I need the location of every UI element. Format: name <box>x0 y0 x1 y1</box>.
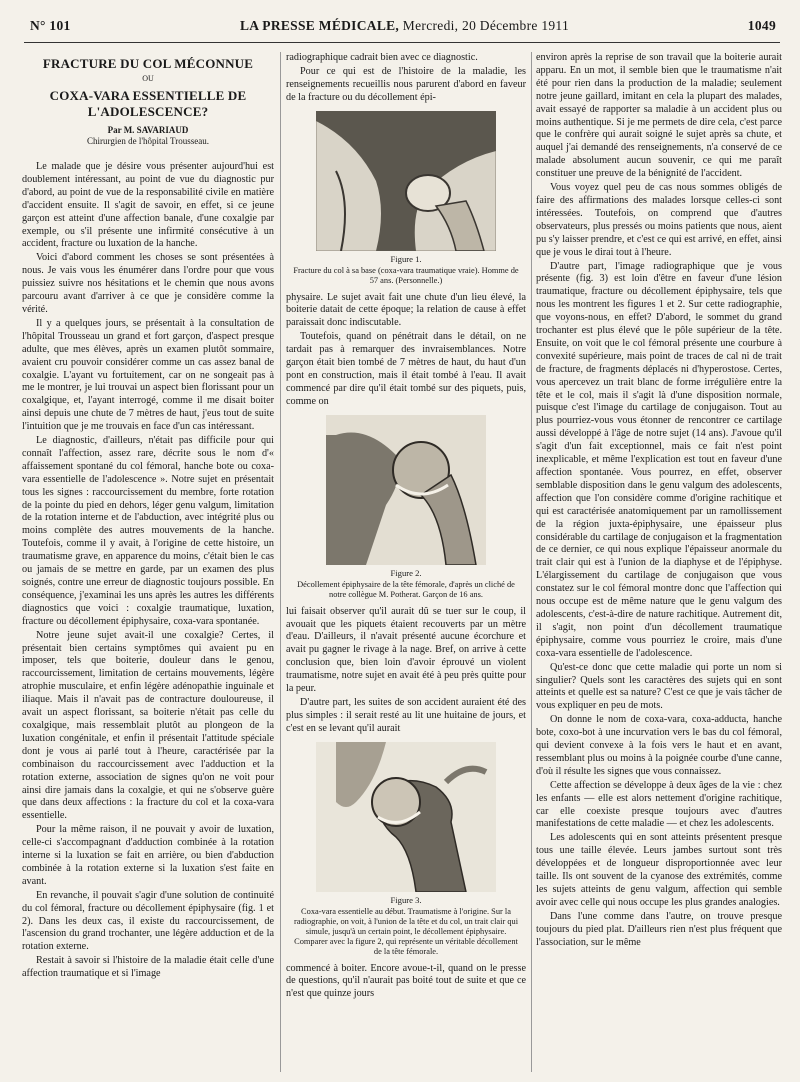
article-title-line2: COXA-VARA ESSENTIELLE DE L'ADOLESCENCE? <box>49 88 247 119</box>
issue-number: N° 101 <box>30 18 71 33</box>
paragraph: Dans l'une comme dans l'autre, on trouve presque toujours du pied plat. D'ailleurs rien n'est plus fréquent que l'association, sur le même <box>536 910 782 948</box>
paragraph: Toutefois, quand on pénétrait dans le détail, on ne tardait pas à remarquer des invraisemblances. Notre garçon était bien tombé de 7 mètres de haut, du haut d'un pont en construction, mais il était tombé à l'eau. Il avait commencé par dire qu'il était tombé sur des piquets, puis, comme on <box>286 331 526 407</box>
radiograph-image <box>316 111 496 251</box>
figure-3-caption: Coxa-vara essentielle au début. Traumatisme à l'origine. Sur la radiographie, on voit, à l'union de la tête et du col, un trait clair qui simule, jusqu'à un certain point, le décollement épiphysaire. Comparer avec la figure 2, qui représente un véritable décollement de la tête fémorale. <box>293 906 519 956</box>
paragraph: Notre jeune sujet avait-il une coxalgie? Certes, il présentait bien certains symptômes qui avaient pu en imposer, tels que boiterie, douleur dans le genou, raccourcissement, limitation de certains mouvements, légère atrophie musculaire, et enfin légère adénopathie inguinale et iliaque. Mais il n'avait pas de contracture douloureuse, il avait un aspect florissant, sa boiterie n'était pas celle du coxalgique, mais ressemblait plutôt au plongeon de la luxation congénitale, et enfin il présentait l'attitude spéciale dont je vous ai parlé tout à l'heure, caractérisée par la combinaison du raccourcissement avec l'adduction et la rotation externe, association de signes qu'on ne voit pour ainsi dire jamais dans la coxalgie, et qui ne s'observe guère que dans deux affections : la fracture du col et la coxa-vara essentielle. <box>22 629 274 822</box>
figure-2-title: Figure 2. <box>390 567 422 578</box>
paragraph: Vous voyez quel peu de cas nous sommes obligés de faire des affirmations des malades lorsque celles-ci sont intéressées. Toutefois, on comprend que d'autres observateurs, plus pressés ou moins patients que nous, aient pu s'y laisser prendre, et c'est ce qui est arrivé, en effet, ainsi que je vous le dirai tout à l'heure. <box>536 182 782 258</box>
paragraph: radiographique cadrait bien avec ce diagnostic. <box>286 52 478 63</box>
journal-title <box>240 18 569 34</box>
paragraph: Pour ce qui est de l'histoire de la maladie, les renseignements recueillis nous parurent d'abord en faveur de la fracture ou du décollement épi- <box>286 65 526 103</box>
paragraph: environ après la reprise de son travail que la boiterie aurait apparu. En un mot, il semble bien que le traumatisme n'ait été pour rien dans la production de la maladie; seulement notre jeune gaillard, imitant en cela la plupart des malades, avait essayé de rapporter sa maladie à un accident plus ou moins authentique. Si je me permets de dire cela, c'est parce que le confrère qui aurait soigné le sujet après sa chute, et auquel j'ai demandé des renseignements, n'a conservé de ce malade absolument aucun souvenir, ce qui me paraît constituer une preuve de la bénignité de l'accident. <box>536 52 782 180</box>
column-2 <box>286 52 526 1072</box>
page-number: 1049 <box>747 18 776 33</box>
figure-1-title: Figure 1. <box>390 253 422 264</box>
paragraph: Le malade que je désire vous présenter aujourd'hui est doublement intéressant, au point de vue du diagnostic pur d'abord, au point de vue de la responsabilité civile en matière d'accident ensuite. Il s'agit de savoir, en effet, si ce jeune garçon est atteint d'une affection banale, d'une coxalgie par exemple, ou s'il présente une infirmité consécutive à un accident, fracture ou luxation de la hanche. <box>22 161 274 250</box>
paragraph: D'autre part, l'image radiographique que je vous présente (fig. 3) est loin d'être en faveur d'une lésion traumatique, fracture ou décollement épiphysaire, tels que nous les montrent les figures 1 et 2. Sur cette radiographie, que voyons-nous, en effet? D'abord, le sommet du grand trochanter est plus élevé que le pôle supérieur de la tête. Ensuite, on voit que le col fémoral présente une courbure à convexité supérieure, mais point de traces de cal ni de trait de fracture, de fragments déplacés ni d'hyperostose. Certes, vous apercevez un trait blanc de forme irrégulière entre la tête et le col, mais il s'agit là d'une disposition normale, puisque c'est l'image du cartilage de conjugaison. Tout au plus pourriez-vous vous étonner de rencontrer ce cartilage aussi développé à l'âge de notre sujet (14 ans). J'avoue qu'il s'agit d'un fait exceptionnel, mais ce fait n'est point inexplicable, et même l'explication est tout en faveur d'une affection spontanée. Vous pourrez, en effet, observer semblable disposition dans le genu valgum des adolescents, affection que l'on considère comme d'origine rachitique et qui est caractérisée anatomiquement par un ramollissement de la région juxta-épiphysaire, une épaisseur plus considérable du cartilage de conjugaison et la fragmentation de ce dernier, ce qui nous explique l'épaisseur anormale du trait clair qui est à l'union de la diaphyse et de l'épiphyse. L'élargissement du cartilage de conjugaison que vous constatez sur le col fémoral montre donc que l'affection qui nous occupe est de même nature que le genu valgum des adolescents, c'est-à-dire de nature rachitique. Autrement dit, il s'agit, non point d'un décollement traumatique épiphysaire, comme vous pourriez le croire, mais d'une coxa-vara essentielle de l'adolescence. <box>536 260 782 659</box>
article-title-line1: FRACTURE DU COL MÉCONNUE <box>42 56 254 71</box>
page-header <box>20 18 782 40</box>
paragraph: On donne le nom de coxa-vara, coxa-adducta, hanche bote, coxo-bot à une incurvation vers le bas du col fémoral, qui devient convexe à la fois vers le haut et en avant, ressemblant plus ou moins à la poignée courbe d'une canne, d'où il résulte les signes que vous connaissez. <box>536 714 782 777</box>
radiograph-image <box>326 415 486 565</box>
column-3 <box>536 52 782 1072</box>
issue-date: Mercredi, 20 Décembre 1911 <box>399 18 570 33</box>
article-author: Par M. SAVARIAUD <box>107 125 189 135</box>
figure-2-caption: Décollement épiphysaire de la tête fémorale, d'après un cliché de notre collègue M. Potherat. Garçon de 16 ans. <box>297 579 515 599</box>
author-role: Chirurgien de l'hôpital Trousseau. <box>87 136 209 146</box>
figure-3 <box>286 742 526 957</box>
column-divider <box>280 52 281 1072</box>
paragraph: Il y a quelques jours, se présentait à la consultation de l'hôpital Trousseau un grand et fort garçon, d'aspect presque adulte, que mes élèves, après un examen plutôt sommaire, avaient cru pouvoir considérer comme un cas assez banal de coxalgie. L'ayant vu fortuitement, car on ne songeait pas à me le montrer, je lui trouvai un aspect bien florissant pour un coxalgique, et, l'ayant interrogé, comme il me disait boiter ainsi depuis une chute de 7 mètres de haut, j'eus tout de suite l'intuition que je me trouvais en face d'un cas intéressant. <box>22 317 274 433</box>
article-title-ou: OU <box>142 74 154 83</box>
radiograph-image <box>316 742 496 892</box>
paragraph: En revanche, il pouvait s'agir d'une solution de continuité du col fémoral, fracture ou décollement épiphysaire (fig. 1 et 2). Dans les deux cas, il existe du raccourcissement, de l'ascension du grand trochanter, une légère adduction et de la rotation externe. <box>22 889 274 953</box>
paragraph: Restait à savoir si l'histoire de la maladie était celle d'une affection traumatique et si l'image <box>22 955 274 980</box>
paragraph: commencé à boiter. Encore avoue-t-il, quand on le presse de questions, qu'il n'aurait pas boité tout de suite et que ce n'est que quinze jours <box>286 962 526 1000</box>
paragraph: Le diagnostic, d'ailleurs, n'était pas difficile pour qui connaît l'affection, assez rare, décrite sous le nom d'« affaissement spontané du col fémoral, hanche bote ou coxa-vara essentielle de l'adolescence ». Notre sujet en présentait tous les signes : raccourcissement du membre, forte rotation de la pointe du pied en dehors, léger genu valgum, limitation de la rotation interne et de l'abduction, avec intégrité plus ou moins complète des autres mouvements de la hanche. Toutefois, comme il y avait, à l'origine de cette histoire, un traumatisme grave, en apparence du moins, c'était bien le cas ou jamais de se mettre en garde, par un examen des plus soignés, contre une erreur de diagnostic toujours possible. En conséquence, j'examinai les uns après les autres les différents diagnostics que voici : coxalgie traumatique, luxation, fracture ou décollement épiphysaire, coxa-vara spontanée. <box>22 435 274 627</box>
paragraph: Voici d'abord comment les choses se sont présentées à nous. Je vais vous les énumérer dans l'ordre pour que vous puissiez suivre nos hésitations et le chemin que nous avons parcouru avant d'arriver à ce que je considère comme la vérité. <box>22 252 274 315</box>
column-divider <box>531 52 532 1072</box>
paragraph: Les adolescents qui en sont atteints présentent presque tous une taille élevée. Leurs jambes surtout sont très développées et de longueur disproportionnée avec leur taille. Ils ont souvent de la cyanose des extrémités, comme les sujets atteints de genu valgum, affection qui semble avoir avec celle qui nous occupe les plus grandes analogies. <box>536 832 782 908</box>
journal-name: LA PRESSE MÉDICALE, <box>240 18 400 33</box>
figure-1 <box>286 111 526 286</box>
column-1 <box>22 52 274 1072</box>
paragraph: Pour la même raison, il ne pouvait y avoir de luxation, celle-ci s'accompagnant d'adduction combinée à la rotation interne si la luxation se fait en arrière, ou bien d'abduction combinée à la rotation externe si la luxation s'est faite en avant. <box>22 824 274 887</box>
paragraph: Qu'est-ce donc que cette maladie qui porte un nom si singulier? Quels sont les caractères des sujets qui en sont atteints et quelle est sa nature? C'est ce que je vais tâcher de vous expliquer en peu de mots. <box>536 661 782 712</box>
paragraph: Cette affection se développe à deux âges de la vie : chez les enfants — elle est alors nettement d'origine rachitique, car elle coexiste presque toujours avec d'autres manifestations de cette maladie — et chez les adolescents. <box>536 779 782 830</box>
paragraph: lui faisait observer qu'il aurait dû se tuer sur le coup, il avouait que les piquets étaient recouverts par un mètre d'eau. D'ailleurs, il n'avait présenté aucune écorchure et avait pu gagner le rivage à la nage. Bref, on arrive à cette conclusion que, bien loin d'avoir éprouvé un violent traumatisme, notre sujet en avait été à peu près quitte pour la peur. <box>286 605 526 695</box>
figure-3-title: Figure 3. <box>390 894 422 905</box>
figure-2 <box>286 415 526 600</box>
paragraph: D'autre part, les suites de son accident auraient été des plus simples : il serait resté au lit une huitaine de jours, et c'est en se levant qu'il aurait <box>286 696 526 734</box>
header-rule <box>24 42 780 43</box>
paragraph: physaire. Le sujet avait fait une chute d'un lieu élevé, la boiterie datait de cette époque; la relation de cause à effet paraissait donc indiscutable. <box>286 291 526 329</box>
figure-1-caption: Fracture du col à sa base (coxa-vara traumatique vraie). Homme de 57 ans. (Personnelle.) <box>293 265 519 285</box>
